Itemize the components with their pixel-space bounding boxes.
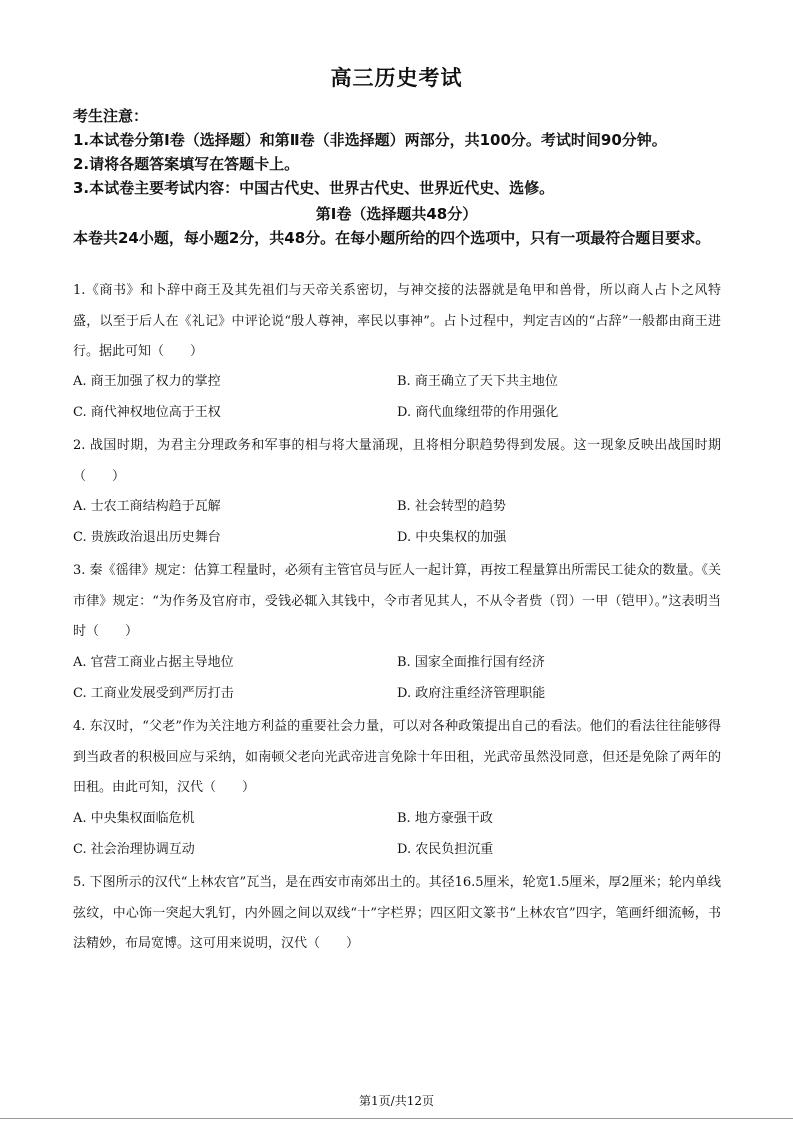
question-4-stem: 4. 东汉时，“父老”作为关注地方利益的重要社会力量，可以对各种政策提出自己的看法。他们的看法往往能够得到当政者的积极回应与采纳，如南顿父老向光武帝进言免除十年田租，光武帝虽然没同意，但还是免除了两年的田租。由此可知，汉代（ ） bbox=[73, 719, 721, 795]
question-2-option-d[interactable]: D. 中央集权的加强 bbox=[397, 530, 507, 545]
question-1-stem: 1.《商书》和卜辞中商王及其先祖们与天帝关系密切，与神交接的法器就是龟甲和兽骨，所以商人占卜之风特盛，以至于后人在《礼记》中评论说“殷人尊神，率民以事神”。占卜过程中，判定吉凶的“占辞”一般都由商王进行。据此可知（ ） bbox=[73, 283, 721, 359]
question-1-option-b[interactable]: B. 商王确立了天下共主地位 bbox=[397, 374, 558, 389]
section-heading: 第Ⅰ卷（选择题共48分） bbox=[315, 205, 478, 223]
question-1-option-c[interactable]: C. 商代神权地位高于王权 bbox=[73, 405, 221, 420]
question-3-option-c[interactable]: C. 工商业发展受到严厉打击 bbox=[73, 686, 234, 701]
question-4-option-d[interactable]: D. 农民负担沉重 bbox=[397, 842, 494, 857]
question-2-stem: 2. 战国时期，为君主分理政务和军事的相与将大量涌现，且将相分职趋势得到发展。这一现象反映出战国时期（ ） bbox=[73, 438, 721, 484]
notice-item: 3.本试卷主要考试内容：中国古代史、世界古代史、世界近代史、选修。 bbox=[73, 179, 555, 197]
question-1-option-d[interactable]: D. 商代血缘纽带的作用强化 bbox=[397, 405, 559, 420]
question-3-option-b[interactable]: B. 国家全面推行国有经济 bbox=[397, 655, 545, 670]
notice-item: 2.请将各题答案填写在答题卡上。 bbox=[73, 155, 300, 173]
question-4-option-b[interactable]: B. 地方豪强干政 bbox=[397, 811, 493, 826]
question-3-stem: 3. 秦《徭律》规定：估算工程量时，必须有主管官员与匠人一起计算，再按工程量算出所需民工徒众的数量。《关市律》规定：“为作务及官府市，受钱必辄入其钱中，令市者见其人，不从令者赀（罚）一甲（铠甲）。”这表明当时（ ） bbox=[73, 563, 721, 639]
section-instructions: 本卷共24小题，每小题2分，共48分。在每小题所给的四个选项中，只有一项最符合题目要求。 bbox=[73, 229, 711, 247]
notice-heading: 考生注意： bbox=[73, 107, 149, 125]
notice-item: 1.本试卷分第Ⅰ卷（选择题）和第Ⅱ卷（非选择题）两部分，共100分。考试时间90分钟。 bbox=[73, 131, 667, 149]
question-4-option-c[interactable]: C. 社会治理协调互动 bbox=[73, 842, 195, 857]
page-title: 高三历史考试 bbox=[330, 66, 463, 90]
page-footer: 第1页/共12页 bbox=[359, 1094, 434, 1108]
question-1-option-a[interactable]: A. 商王加强了权力的掌控 bbox=[73, 374, 221, 389]
question-2-option-a[interactable]: A. 士农工商结构趋于瓦解 bbox=[73, 499, 221, 514]
question-3-option-a[interactable]: A. 官营工商业占据主导地位 bbox=[73, 655, 234, 670]
question-5-stem: 5. 下图所示的汉代“上林农官”瓦当，是在西安市南郊出土的。其径16.5厘米，轮宽1.5厘米，厚2厘米；轮内单线弦纹，中心饰一突起大乳钉，内外圆之间以双线“十”字栏界；四区阳文篆书“上林农官”四字，笔画纤细流畅，书法精妙，布局宽博。这可用来说明，汉代（ ） bbox=[73, 875, 721, 951]
candidate-notice bbox=[73, 104, 733, 200]
question-3-option-d[interactable]: D. 政府注重经济管理职能 bbox=[397, 686, 546, 701]
question-2-option-b[interactable]: B. 社会转型的趋势 bbox=[397, 499, 506, 514]
bottom-divider bbox=[0, 1118, 793, 1119]
question-4-option-a[interactable]: A. 中央集权面临危机 bbox=[73, 811, 195, 826]
question-2-option-c[interactable]: C. 贵族政治退出历史舞台 bbox=[73, 530, 221, 545]
